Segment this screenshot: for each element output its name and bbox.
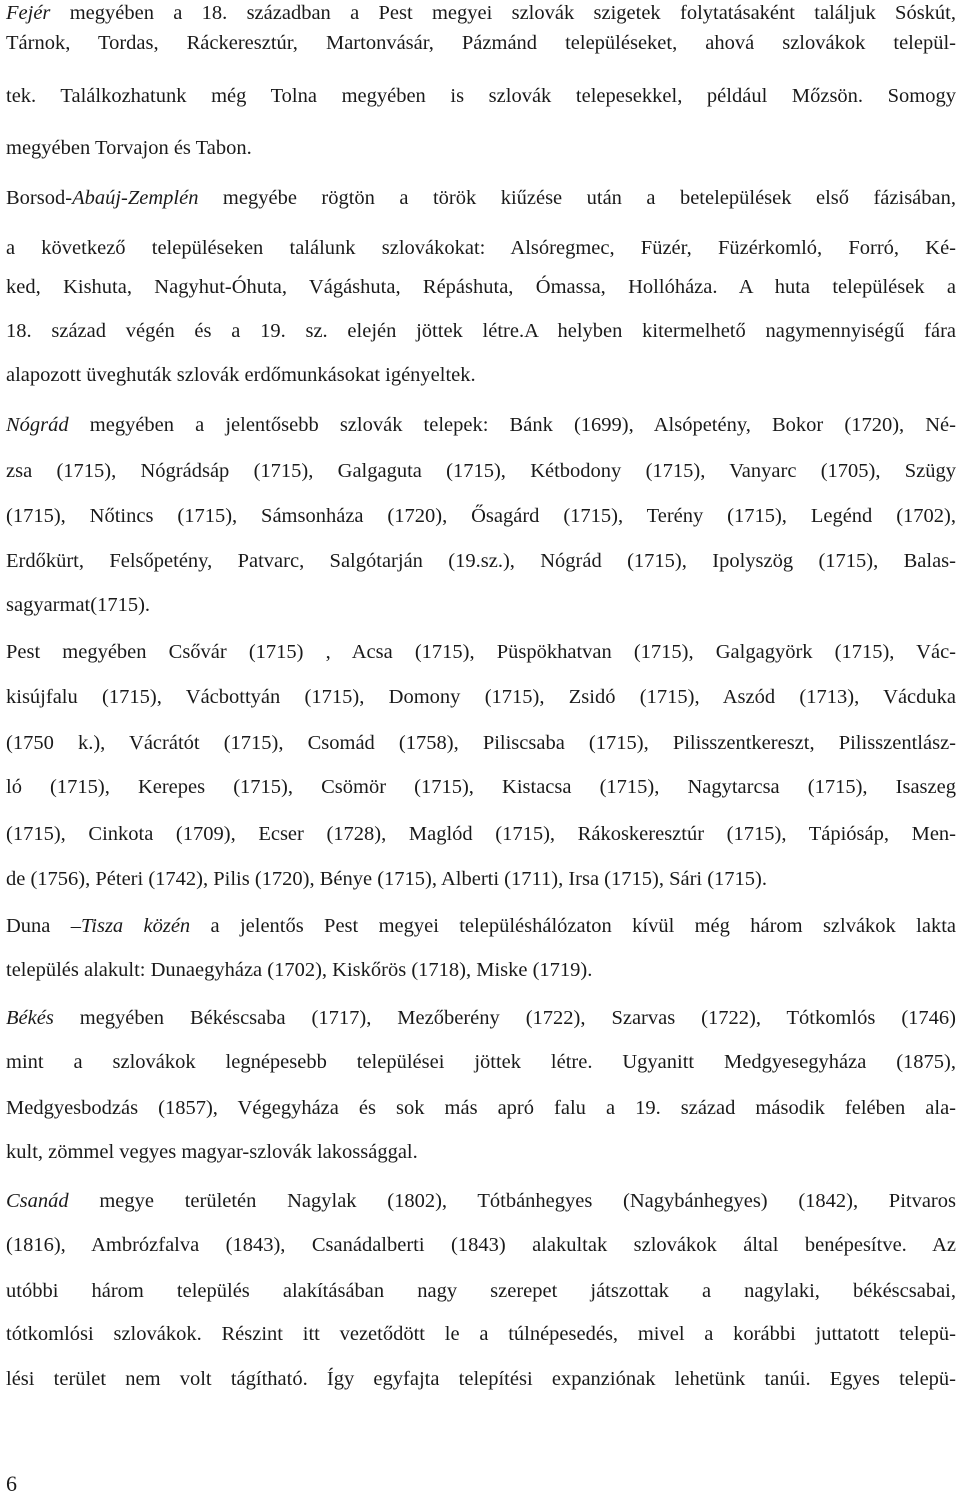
text-line	[6, 957, 956, 983]
text-line	[6, 30, 956, 56]
text-line	[6, 1049, 956, 1075]
text-segment: sagyarmat(1715).	[6, 594, 151, 616]
text-segment: de (1756), Péteri (1742), Pilis (1720), Bénye (1715), Alberti (1711), Irsa (1715), Sári (1715).	[6, 868, 768, 890]
text-line	[6, 1232, 956, 1258]
text-line	[6, 639, 956, 665]
text-line	[6, 684, 956, 710]
text-segment: 18. század végén és a 19. sz. elején jöttek létre.A helyben kitermelhető nagymennyiségű fára	[6, 320, 956, 342]
text-line	[6, 0, 956, 26]
text-segment: a következő településeken találunk szlovákokat: Alsóregmec, Füzér, Füzérkomló, Forró, Ké-	[6, 237, 956, 259]
text-segment: Pest megyében Csővár (1715) , Acsa (1715), Püspökhatvan (1715), Galgagyörk (1715), Vác-	[6, 641, 956, 663]
text-line	[6, 1366, 956, 1392]
text-segment: kult, zömmel vegyes magyar-szlovák lakossággal.	[6, 1141, 418, 1163]
text-segment: ked, Kishuta, Nagyhut-Óhuta, Vágáshuta, Répáshuta, Ómassa, Hollóháza. A huta települések a	[6, 276, 956, 298]
italic-text-segment: Abaúj-Zemplén	[72, 187, 199, 209]
text-segment: alapozott üveghuták szlovák erdőmunkásokat igényeltek.	[6, 364, 476, 386]
text-line	[6, 913, 956, 939]
text-line	[6, 730, 956, 756]
text-segment: ló (1715), Kerepes (1715), Csömör (1715), Kistacsa (1715), Nagytarcsa (1715), Isaszeg	[6, 776, 956, 798]
page-number: 6	[6, 1471, 17, 1496]
italic-text-segment: Nógrád	[6, 414, 69, 436]
text-line	[6, 412, 956, 438]
text-segment: megyében a jelentősebb szlovák telepek: Bánk (1699), Alsópetény, Bokor (1720), Né-	[68, 414, 956, 436]
text-segment: Borsod-	[6, 187, 73, 209]
text-line	[6, 592, 956, 618]
text-segment: megyében Békéscsaba (1717), Mezőberény (1722), Szarvas (1722), Tótkomlós (1746)	[53, 1007, 956, 1029]
text-line	[6, 274, 956, 300]
text-line	[6, 235, 956, 261]
text-line	[6, 185, 956, 211]
text-segment: (1715), Nőtincs (1715), Sámsonháza (1720), Ősagárd (1715), Terény (1715), Legénd (1702),	[6, 505, 956, 527]
text-line	[6, 548, 956, 574]
text-segment: település alakult: Dunaegyháza (1702), Kiskőrös (1718), Miske (1719).	[6, 959, 593, 981]
text-segment: Tárnok, Tordas, Ráckeresztúr, Martonvásár, Pázmánd településeket, ahová szlovákok települ-	[6, 32, 956, 54]
text-line	[6, 1005, 956, 1031]
text-segment: lési terület nem volt tágítható. Így egyfajta telepítési expanziónak lehetünk tanúi. Egyes telepü-	[6, 1368, 956, 1390]
text-line	[6, 1321, 956, 1347]
text-line	[6, 821, 956, 847]
text-segment: tótkomlósi szlovákok. Részint itt vezetődött le a túlnépesedés, mivel a korábbi juttatott telepü-	[6, 1323, 956, 1345]
text-segment: mint a szlovákok legnépesebb települései jöttek létre. Ugyanitt Medgyesegyháza (1875),	[6, 1051, 956, 1073]
text-segment: kisújfalu (1715), Vácbottyán (1715), Domony (1715), Zsidó (1715), Aszód (1713), Vácduka	[6, 686, 956, 708]
text-segment: megyében Torvajon és Tabon.	[6, 137, 252, 159]
text-line	[6, 866, 956, 892]
text-line	[6, 1188, 956, 1214]
italic-text-segment: Csanád	[6, 1190, 69, 1212]
text-segment: megyében a 18. században a Pest megyei szlovák szigetek folytatásaként találjuk Sóskút,	[50, 2, 956, 24]
text-line	[6, 83, 956, 109]
text-segment: utóbbi három település alakításában nagy szerepet játszottak a nagylaki, békéscsabai,	[6, 1280, 956, 1302]
text-segment: tek. Találkozhatunk még Tolna megyében is szlovák telepesekkel, például Mőzsön. Somogy	[6, 85, 956, 107]
text-line	[6, 774, 956, 800]
text-line	[6, 1139, 956, 1165]
text-segment: a jelentős Pest megyei településhálózaton kívül még három szlvákok lakta	[190, 915, 956, 937]
text-segment: Duna –	[6, 915, 81, 937]
text-line	[6, 503, 956, 529]
text-line	[6, 135, 956, 161]
text-line	[6, 1278, 956, 1304]
text-line	[6, 458, 956, 484]
text-segment: zsa (1715), Nógrádsáp (1715), Galgaguta (1715), Kétbodony (1715), Vanyarc (1705), Szügy	[6, 460, 956, 482]
text-segment: megye területén Nagylak (1802), Tótbánhegyes (Nagybánhegyes) (1842), Pitvaros	[68, 1190, 956, 1212]
text-line	[6, 318, 956, 344]
italic-text-segment: Békés	[6, 1007, 54, 1029]
text-segment: (1750 k.), Vácrátót (1715), Csomád (1758), Piliscsaba (1715), Pilisszentkereszt, Pilisszentlász-	[6, 732, 956, 754]
text-line	[6, 1095, 956, 1121]
text-segment: (1715), Cinkota (1709), Ecser (1728), Maglód (1715), Rákoskeresztúr (1715), Tápiósáp, Men-	[6, 823, 956, 845]
italic-text-segment: Tisza közén	[81, 915, 191, 937]
text-segment: Medgyesbodzás (1857), Végegyháza és sok más apró falu a 19. század második felében ala-	[6, 1097, 956, 1119]
italic-text-segment: Fejér	[6, 2, 51, 24]
text-segment: (1816), Ambrózfalva (1843), Csanádalberti (1843) alakultak szlovákok által benépesítve. Az	[6, 1234, 956, 1256]
text-line	[6, 362, 956, 388]
text-segment: Erdőkürt, Felsőpetény, Patvarc, Salgótarján (19.sz.), Nógrád (1715), Ipolyszög (1715), Balas-	[6, 550, 956, 572]
text-segment: megyébe rögtön a török kiűzése után a betelepülések első fázisában,	[198, 187, 956, 209]
